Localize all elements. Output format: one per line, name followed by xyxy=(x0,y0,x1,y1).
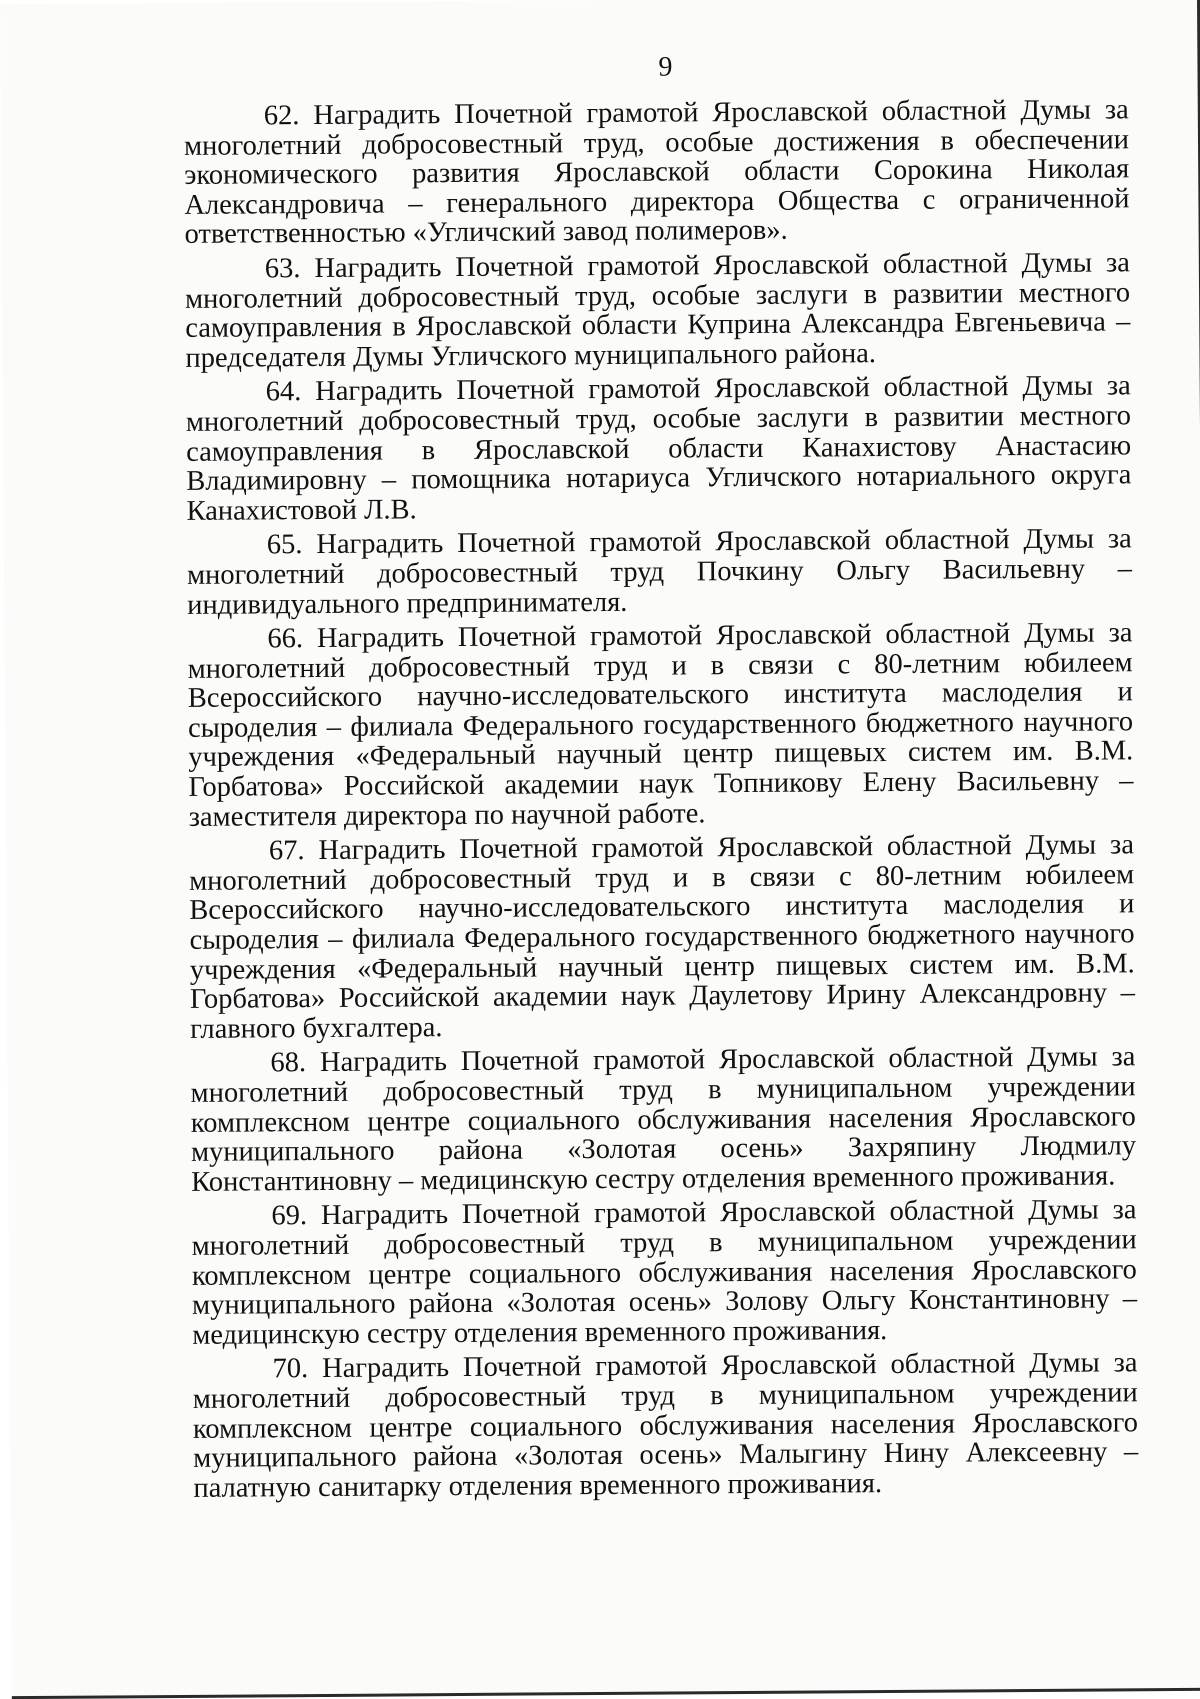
document-body xyxy=(184,95,1139,1508)
paragraph-62: 62. Наградить Почетной грамотой Ярославской областной Думы за многолетний добросовестный труд, особые достижения в обеспечении экономического развития Ярославской области Сорокина Николая Александровича – генерального директора Общества с ограниченной ответственностью «Угличский завод полимеров». xyxy=(183,94,1130,251)
paragraph-65: 65. Наградить Почетной грамотой Ярославской областной Думы за многолетний добросовестный труд Почкину Ольгу Васильевну – индивидуального предпринимателя. xyxy=(186,523,1133,621)
paragraph-68: 68. Наградить Почетной грамотой Ярославской областной Думы за многолетний добросовестный труд в муниципальном учреждении комплексном центре социального обслуживания населения Ярославского муниципального района «Золотая осень» Захряпину Людмилу Константиновну – медицинскую сестру отделения временного проживания. xyxy=(190,1041,1137,1198)
paragraph-66: 66. Наградить Почетной грамотой Ярославской областной Думы за многолетний добросовестный труд и в связи с 80-летним юбилеем Всероссийского научно-исследовательского института маслоделия и сыроделия – филиала Федерального государственного бюджетного научного учреждения «Федеральный научный центр пищевых систем им. В.М. Горбатова» Российской академии наук Топникову Елену Васильевну – заместителя директора по научной работе. xyxy=(187,617,1134,833)
paragraph-67: 67. Наградить Почетной грамотой Ярославской областной Думы за многолетний добросовестный труд и в связи с 80-летним юбилеем Всероссийского научно-исследовательского института маслоделия и сыроделия – филиала Федерального государственного бюджетного научного учреждения «Федеральный научный центр пищевых систем им. В.М. Горбатова» Российской академии наук Даулетову Ирину Александровну – главного бухгалтера. xyxy=(189,829,1136,1045)
paragraph-70: 70. Наградить Почетной грамотой Ярославской областной Думы за многолетний добросовестный труд в муниципальном учреждении комплексном центре социального обслуживания населения Ярославского муниципального района «Золотая осень» Малыгину Нину Алексеевну – палатную санитарку отделения временного проживания. xyxy=(192,1347,1139,1504)
paragraph-69: 69. Наградить Почетной грамотой Ярославской областной Думы за многолетний добросовестный труд в муниципальном учреждении комплексном центре социального обслуживания населения Ярославского муниципального района «Золотая осень» Золову Ольгу Константиновну – медицинскую сестру отделения временного проживания. xyxy=(191,1194,1138,1351)
paragraph-64: 64. Наградить Почетной грамотой Ярославской областной Думы за многолетний добросовестный труд, особые заслуги в развитии местного самоуправления в Ярославской области Канахистову Анастасию Владимировну – помощника нотариуса Угличского нотариального округа Канахистовой Л.В. xyxy=(185,370,1132,527)
paragraph-63: 63. Наградить Почетной грамотой Ярославской областной Думы за многолетний добросовестный труд, особые заслуги в развитии местного самоуправления в Ярославской области Куприна Александра Евгеньевича – председателя Думы Угличского муниципального района. xyxy=(184,247,1131,374)
page-number: 9 xyxy=(658,51,673,83)
